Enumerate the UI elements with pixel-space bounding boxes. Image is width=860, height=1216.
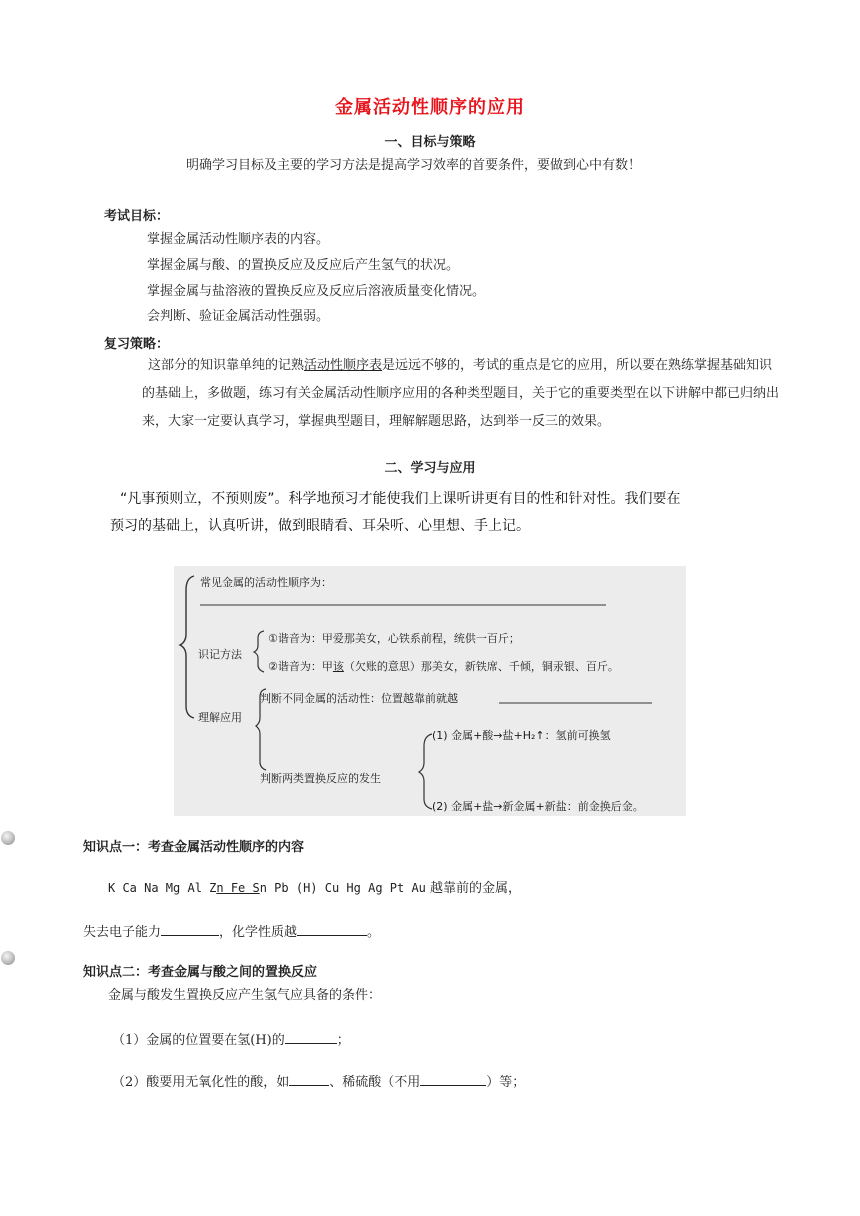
judge-activity-text: 判断不同金属的活动性：位置越靠前就越 (260, 692, 458, 705)
exam-goal-item: 掌握金属与盐溶液的置换反应及反应后溶液质量变化情况。 (147, 284, 486, 299)
answer-blank[interactable] (161, 922, 219, 936)
judge-displacement-text: 判断两类置换反应的发生 (260, 772, 381, 785)
intro-text: 明确学习目标及主要的学习方法是提高学习效率的首要条件，要做到心中有数！ (186, 158, 642, 173)
answer-blank[interactable] (297, 922, 367, 936)
understand-apply-label: 理解应用 (198, 711, 242, 724)
order-label: 常见金属的活动性顺序为： (200, 576, 332, 589)
quote-line-2: 预习的基础上，认真听讲，做到眼睛看、耳朵听、心里想、手上记。 (110, 518, 530, 534)
answer-blank[interactable] (420, 1072, 486, 1086)
reaction-rule-1: (1) 金属+酸→盐+H₂↑：氢前可换氢 (432, 729, 611, 742)
underlined-term: 活动性顺序表 (304, 358, 383, 373)
reaction-rule-2: (2) 金属+盐→新金属+新盐：前金换后金。 (432, 800, 644, 813)
review-label: 复习策略： (104, 337, 170, 352)
kp2-condition-1: （1）金属的位置要在氢(H)的 ； (112, 1030, 350, 1049)
metal-activity-series: K Ca Na Mg Al Zn Fe Sn Pb (H) Cu Hg Ag Pt Au 越靠前的金属， (108, 881, 522, 896)
memory-method-label: 识记方法 (198, 648, 242, 661)
kp2-condition: 金属与酸发生置换反应产生氢气应具备的条件： (108, 988, 382, 1003)
answer-blank[interactable] (289, 1072, 329, 1086)
exam-goal-item: 掌握金属活动性顺序表的内容。 (147, 232, 330, 247)
review-paragraph: 这部分的知识靠单纯的记熟活动性顺序表是远远不够的，考试的重点是它的应用，所以要在熟练掌握基础知识的基础上，多做题，练习有关金属活动性顺序应用的各种类型题目，关于它的重要类型在以下讲解中都已归纳出来，大家一定要认真学习，掌握典型题目，理解解题思路，达到举一反三的效果。 (142, 358, 780, 429)
section-heading-study: 二、学习与应用 (384, 461, 476, 476)
kp1-fill-in-line: 失去电子能力 ，化学性质越 。 (83, 922, 380, 941)
section-heading-goals: 一、目标与策略 (384, 135, 476, 150)
memory-method-2: ②谐音为：甲该（欠账的意思）那美女，新铁席、千倾，铜汞银、百斤。 (268, 660, 619, 673)
knowledge-point-1-title: 知识点一：考查金属活动性顺序的内容 (83, 840, 305, 855)
exam-goal-item: 会判断、验证金属活动性强弱。 (147, 309, 330, 324)
exam-goal-item: 掌握金属与酸、的置换反应及反应后产生氢气的状况。 (147, 258, 460, 273)
exam-goals-label: 考试目标： (104, 209, 170, 224)
knowledge-diagram (174, 566, 686, 816)
memory-method-1: ①谐音为：甲爱那美女，心铁系前程，统供一百斤； (268, 632, 520, 645)
bullet-icon (1, 951, 15, 965)
knowledge-point-2-title: 知识点二：考查金属与酸之间的置换反应 (83, 965, 318, 980)
bullet-icon (1, 831, 15, 845)
quote-line-1: “凡事预则立，不预则废”。科学地预习才能使我们上课听讲更有目的性和针对性。我们要在 (120, 491, 681, 507)
page-title: 金属活动性顺序的应用 (335, 97, 525, 118)
answer-blank[interactable] (285, 1030, 337, 1044)
kp2-condition-2: （2）酸要用无氧化性的酸，如 、稀硫酸（不用 ）等； (112, 1072, 525, 1091)
